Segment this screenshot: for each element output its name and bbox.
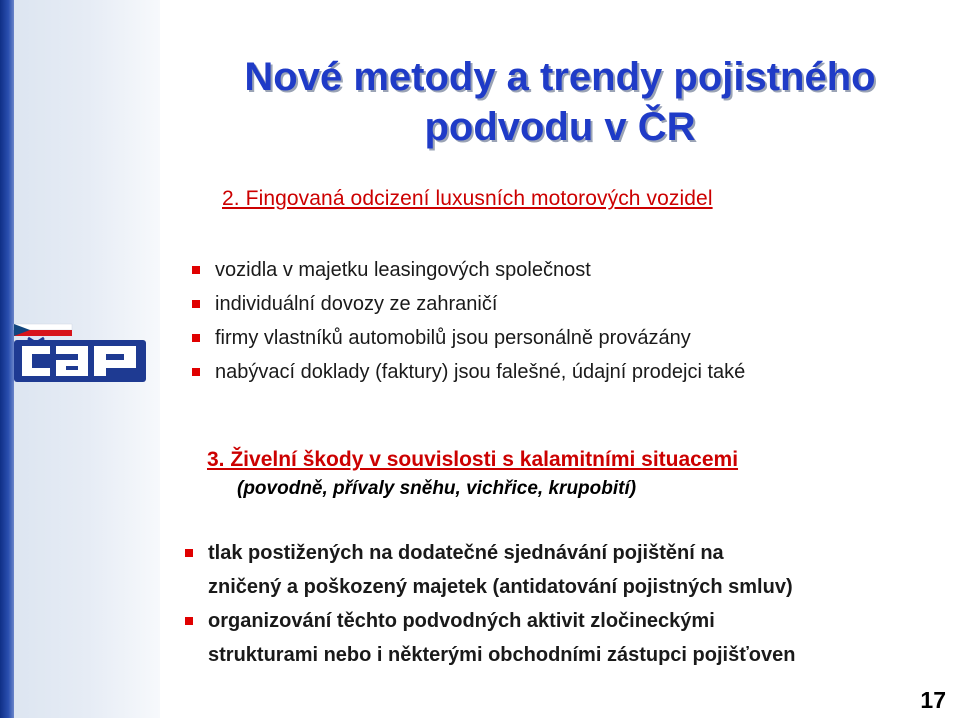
list-item	[190, 321, 745, 355]
bullet-square-icon	[192, 334, 200, 342]
list-item	[190, 287, 745, 321]
slide-title-line-2: podvodu v ČR	[424, 105, 696, 149]
list-item-line: tlak postižených na dodatečné sjednávání pojištění na	[208, 542, 724, 564]
section-2-heading: 2. Fingovaná odcizení luxusních motorových vozidel	[222, 187, 713, 210]
list-item-line: organizování těchto podvodných aktivit zločineckými	[208, 610, 715, 632]
bullet-square-icon	[185, 617, 193, 625]
list-item-line: zničený a poškozený majetek (antidatování pojistných smluv)	[208, 576, 793, 598]
bullet-square-icon	[192, 266, 200, 274]
bullet-square-icon	[185, 549, 193, 557]
list-item	[183, 604, 795, 672]
bullet-square-icon	[192, 300, 200, 308]
section-3-bullet-list	[183, 536, 795, 672]
list-item-line: strukturami nebo i některými obchodními zástupci pojišťoven	[208, 644, 796, 666]
section-3-note: (povodně, přívaly sněhu, vichřice, krupobití)	[237, 478, 637, 499]
list-item	[190, 355, 745, 389]
list-item-text: nabývací doklady (faktury) jsou falešné, údajní prodejci také	[215, 361, 746, 383]
bullet-square-icon	[192, 368, 200, 376]
page-number: 17	[920, 687, 946, 713]
slide-title	[160, 52, 960, 152]
section-3-heading: 3. Živelní škody v souvislosti s kalamitními situacemi	[207, 448, 739, 471]
cap-logo	[12, 322, 148, 384]
list-item-text: individuální dovozy ze zahraničí	[215, 293, 498, 315]
list-item-text: vozidla v majetku leasingových společnost	[215, 259, 591, 281]
list-item-text: firmy vlastníků automobilů jsou personálně provázány	[215, 327, 691, 349]
section-2-bullet-list	[190, 253, 745, 389]
list-item	[190, 253, 745, 287]
list-item	[183, 536, 795, 604]
slide-title-line-1: Nové metody a trendy pojistného	[244, 55, 876, 99]
